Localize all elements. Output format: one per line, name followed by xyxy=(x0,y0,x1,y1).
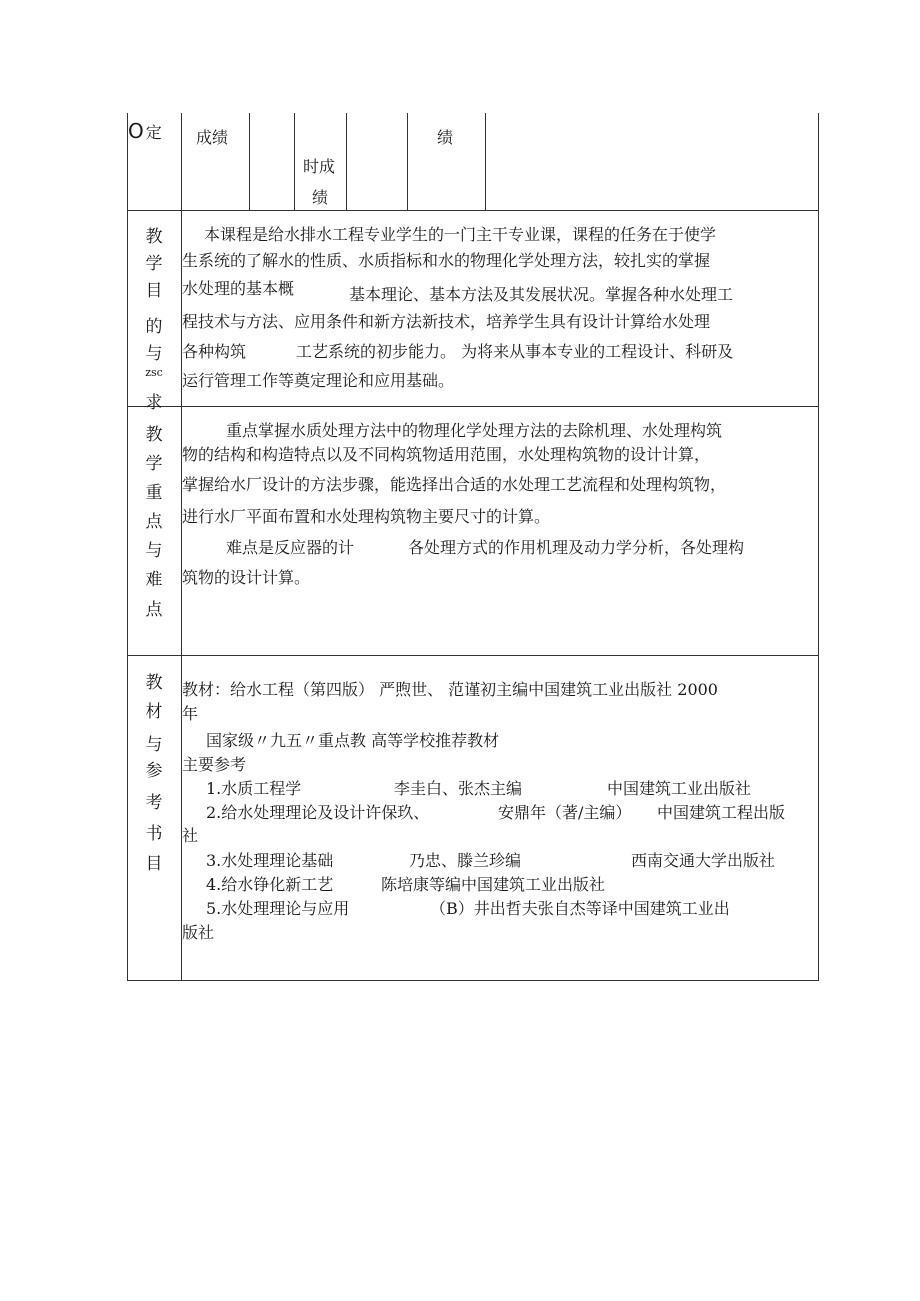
keypoints-line-2: 物的结构和构造特点以及不同构筑物适用范围，水处理构筑物的设计计算， xyxy=(182,445,711,464)
objectives-label-char: 目 xyxy=(145,281,163,301)
reference-4-title: 4.给水铮化新工艺 xyxy=(206,875,334,894)
row-divider-3 xyxy=(127,655,819,656)
keypoints-label-char: 教 xyxy=(145,425,163,445)
textbooks-label-char: 参 xyxy=(145,761,163,781)
reference-5-author: （B）井出哲夫张自杰等译中国建筑工业出 xyxy=(430,899,730,918)
top-row-label-text: 定 xyxy=(145,123,162,142)
table-bottom-border xyxy=(127,980,819,981)
textbooks-label xyxy=(129,668,179,878)
grade-cell-5: 绩 xyxy=(437,128,454,147)
keypoints-line-4: 进行水厂平面布置和水处理构筑物主要尺寸的计算。 xyxy=(182,507,551,526)
keypoints-label-char: 重 xyxy=(145,483,163,503)
textbooks-label-char: 教 xyxy=(145,673,163,693)
objectives-label-char: 求 xyxy=(145,393,163,413)
top-row-divider-4 xyxy=(407,113,408,210)
textbooks-label-char: 材 xyxy=(145,702,163,722)
keypoints-label xyxy=(129,420,179,620)
objectives-line-2: 生系统的了解水的性质、水质指标和水的物理化学处理方法，较扎实的掌握 xyxy=(182,251,711,270)
keypoints-label-char: 学 xyxy=(145,454,163,474)
objectives-line-3a: 水处理的基本概 xyxy=(182,279,295,298)
grade-cell-3-line2: 绩 xyxy=(312,188,329,207)
top-row-divider-5 xyxy=(485,113,486,210)
textbook-main-line-3: 国家级〃九五〃重点教 高等学校推荐教材 xyxy=(206,731,500,750)
objectives-line-1: 本课程是给水排水工程专业学生的一门主干专业课，课程的任务在于使学 xyxy=(204,225,717,244)
objectives-label xyxy=(129,222,179,413)
top-row-divider-1 xyxy=(249,113,250,210)
reference-1-publisher: 中国建筑工业出版社 xyxy=(607,779,752,798)
label-column-divider xyxy=(181,113,182,981)
top-row-label xyxy=(128,121,162,143)
reference-5-title: 5.水处理理论与应用 xyxy=(206,899,350,918)
reference-3-publisher: 西南交通大学出版社 xyxy=(631,851,776,870)
keypoints-label-char: 点 xyxy=(145,512,163,532)
objectives-line-6: 运行管理工作等奠定理论和应用基础。 xyxy=(182,371,455,390)
table-right-border xyxy=(818,113,819,981)
reference-1-author: 李圭白、张杰主编 xyxy=(394,779,523,798)
objectives-line-5b: 工艺系统的初步能力。 为将来从事本专业的工程设计、科研及 xyxy=(296,342,734,361)
objectives-label-char: 的 xyxy=(145,317,163,337)
objectives-label-char: zsc xyxy=(145,366,163,379)
objectives-line-3b: 基本理论、基本方法及其发展状况。掌握各种水处理工 xyxy=(349,285,734,304)
grade-cell-3-line1: 时成 xyxy=(303,157,336,176)
top-row-divider-3 xyxy=(346,113,347,210)
objectives-label-char: 教 xyxy=(145,227,163,247)
keypoints-label-char: 与 xyxy=(145,541,163,561)
table-left-border xyxy=(127,113,128,981)
top-row-divider-2 xyxy=(294,113,295,210)
reference-1-title: 1.水质工程学 xyxy=(206,779,302,798)
keypoints-label-char: 点 xyxy=(145,600,163,620)
keypoints-line-3: 掌握给水厂设计的方法步骤，能选择出合适的水处理工艺流程和处理构筑物， xyxy=(182,475,727,494)
textbooks-label-char: 与 xyxy=(145,735,163,755)
textbook-main-line-2: 年 xyxy=(182,704,199,723)
reference-4-author: 陈培康等编中国建筑工业出版社 xyxy=(381,875,606,894)
textbooks-label-char: 考 xyxy=(145,793,163,813)
row-divider-2 xyxy=(127,406,819,407)
circle-symbol: O xyxy=(128,119,144,143)
row-divider-1 xyxy=(127,210,819,211)
textbook-main-line-1: 教材：给水工程（第四版） 严煦世、 范谨初主编中国建筑工业出版社 2000 xyxy=(182,680,718,699)
reference-3-title: 3.水处理理论基础 xyxy=(206,851,334,870)
reference-2-continuation: 社 xyxy=(182,826,199,845)
objectives-label-char: 学 xyxy=(145,254,163,274)
textbooks-label-char: 书 xyxy=(145,824,163,844)
objectives-line-4: 程技术与方法、应用条件和新方法新技术，培养学生具有设计计算给水处理 xyxy=(182,312,711,331)
reference-2-author: 安鼎年（著/主编） xyxy=(498,803,632,822)
textbooks-label-char: 目 xyxy=(145,854,163,874)
keypoints-line-5b: 各处理方式的作用机理及动力学分析，各处理构 xyxy=(408,538,745,557)
keypoints-line-1: 重点掌握水质处理方法中的物理化学处理方法的去除机理、水处理构筑 xyxy=(226,421,723,440)
objectives-label-char: 与 xyxy=(145,344,163,364)
keypoints-line-6: 筑物的设计计算。 xyxy=(182,568,311,587)
keypoints-line-5a: 难点是反应器的计 xyxy=(226,538,355,557)
references-heading: 主要参考 xyxy=(182,755,247,774)
grade-cell-1: 成绩 xyxy=(196,128,229,147)
reference-5-continuation: 版社 xyxy=(182,923,215,942)
reference-2-publisher: 中国建筑工程出版 xyxy=(657,803,786,822)
reference-2-title: 2.给水处理理论及设计许保玖、 xyxy=(206,803,430,822)
objectives-line-5a: 各种构筑 xyxy=(182,342,247,361)
keypoints-label-char: 难 xyxy=(145,570,163,590)
reference-3-author: 乃忠、滕兰珍编 xyxy=(409,851,522,870)
